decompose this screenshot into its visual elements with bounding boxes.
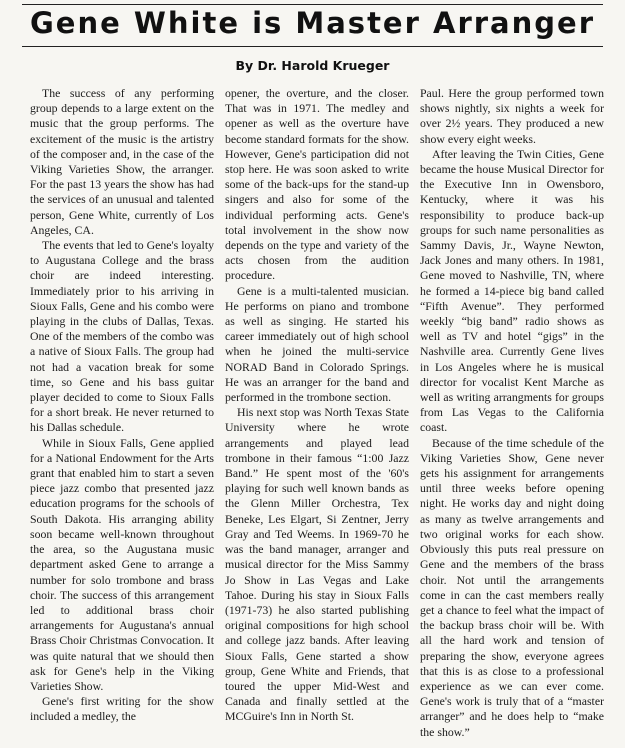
column-3: [420, 86, 604, 740]
paragraph: After leaving the Twin Cities, Gene became the house Musical Director for the Executive Inn in Owensboro, Kentucky, where it was his responsibility to produce back-up groups for such name personalities as Sammy Davis, Jr., Wayne Newton, Jack Jones and many others. In 1981, Gene moved to Nashville, TN, where he formed a 14-piece big band called “Fifth Avenue”. They performed weekly “big band” radio shows as well as TV and hotel “gigs” in the Nashville area. Currently Gene lives in Los Angeles where he is musical director for vocalist Kent Marche as well as writing arrangments for groups from Las Vegas to the California coast.: [420, 146, 604, 435]
paragraph-continued: opener, the overture, and the closer. That was in 1971. The medley and opener as well as the overture have become standard formats for the show. However, Gene's participation did not stop here. He was soon asked to write some of the back-ups for the stand-up singers and also for some of the individual performing acts. Gene's total involvement in the show now depends on the type and variety of the acts chosen from the audition procedure.: [225, 86, 409, 283]
article-body: [30, 86, 605, 740]
paragraph: Gene is a multi-talented musician. He performs on piano and trombone as well as singing. He started his career immediately out of high school when he joined the multi-service NORAD Band in Colorado Springs. He was an arranger for the band and performed in the trombone section.: [225, 283, 409, 405]
paragraph: His next stop was North Texas State University where he wrote arrangements and played lead trombone in their famous “1:00 Jazz Band.” He spent most of the '60's playing for such well known bands as the Glenn Miller Orchestra, Tex Beneke, Les Elgart, Si Zentner, Jerry Gray and Ted Weems. In 1969-70 he was the band manager, arranger and musical director for the Miss Sammy Jo Show in Las Vegas and Lake Tahoe. During his stay in Sioux Falls (1971-73) he also started publishing original compositions for high school and college jazz bands. After leaving Sioux Falls, Gene started a show group, Gene White and Friends, that toured the upper Mid-West and Canada and finally settled at the MCGuire's Inn in North St.: [225, 405, 409, 724]
paragraph: Because of the time schedule of the Viking Varieties Show, Gene never gets his assignment for arrangements until three weeks before opening night. He works day and night doing as many as twelve arrangements and two original works for each show. Obviously this puts real pressure on Gene and the members of the brass choir. Not until the arrangements come in can the cast members really get a chance to feel what the impact of the backup brass choir will be. With all the hard work and tension of preparing the show, everyone agrees that this is as close to a professional experience as we can ever come. Gene's work is truly that of a “master arranger” and he does help to “make the show.”: [420, 435, 604, 739]
column-1: [30, 86, 214, 740]
headline-rule: [22, 46, 603, 47]
paragraph: The events that led to Gene's loyalty to Augustana College and the brass choir are indeed interesting. Immediately prior to his arriving in Sioux Falls, Gene and his combo were playing in the clubs of Dallas, Texas. One of the members of the combo was a native of Sioux Falls. The group had not had a vacation break for some time, so Gene and his bass guitar player decided to come to Sioux Falls for a short break. He never returned to his Dallas schedule.: [30, 238, 214, 435]
paragraph: The success of any performing group depends to a large extent on the music that the group performs. The excitement of the music is the artistry of the composer and, in the case of the Viking Varieties Show, the arranger. For the past 13 years the show has had the services of an unusual and talented person, Gene White, currently of Los Angeles, CA.: [30, 86, 214, 237]
byline: By Dr. Harold Krueger: [235, 58, 390, 73]
paragraph: While in Sioux Falls, Gene applied for a National Endowment for the Arts grant that enabled him to start a seven piece jazz combo that presented jazz education programs for the schools of South Dakota. His arranging ability soon became well-known throughout the area, so the Augustana music department asked Gene to arrange a number for solo trombone and brass choir. The success of this arrangement led to additional brass choir arrangements for Augustana's annual Brass Choir Christmas Convocation. It was quite natural that we should then ask for Gene's help in the Viking Varieties Show.: [30, 435, 214, 693]
column-2: [225, 86, 409, 740]
paragraph: Gene's first writing for the show included a medley, the: [30, 694, 214, 724]
top-rule: [22, 4, 603, 5]
headline: Gene White is Master Arranger: [30, 6, 595, 40]
paragraph-continued: Paul. Here the group performed town shows nightly, six nights a week for over 2½ years. They produced a new show every eight weeks.: [420, 86, 604, 146]
